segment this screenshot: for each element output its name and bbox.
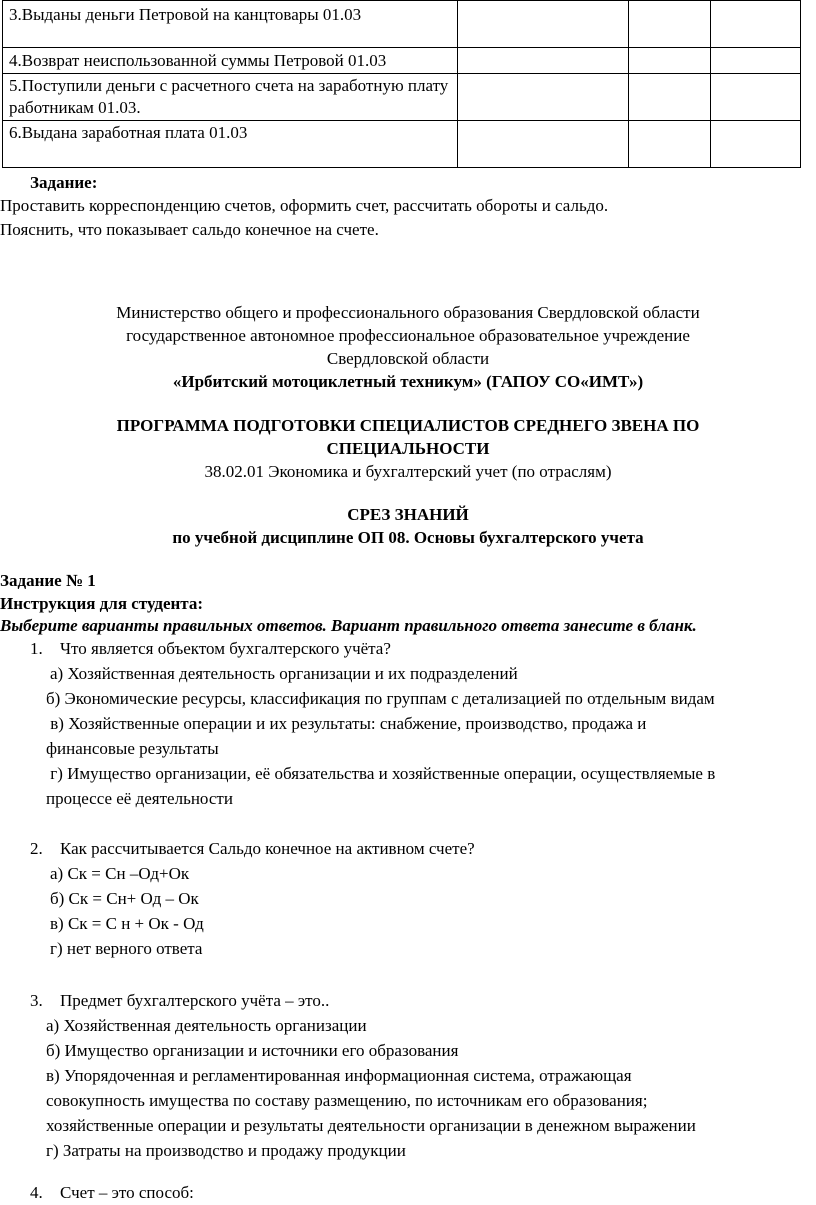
answer-option: в) Упорядоченная и регламентированная информационная система, отражающая	[46, 1066, 632, 1085]
answer-option: а) Хозяйственная деятельность организации	[46, 1016, 367, 1035]
answer-option-cont: хозяйственные операции и результаты деятельности организации в денежном выражении	[46, 1116, 696, 1135]
instruction-heading: Инструкция для студента:	[0, 594, 204, 613]
operations-table	[2, 0, 801, 168]
specialty: 38.02.01 Экономика и бухгалтерский учет (по отраслям)	[204, 462, 612, 481]
table-row	[3, 1, 801, 48]
program-title: СПЕЦИАЛЬНОСТИ	[326, 439, 490, 458]
table-cell	[629, 74, 711, 121]
task-text: Пояснить, что показывает сальдо конечное на счете.	[0, 220, 379, 239]
answer-option: в) Хозяйственные операции и их результаты: снабжение, производство, продажа и	[46, 714, 647, 733]
question-text: Предмет бухгалтерского учёта – это..	[60, 991, 330, 1010]
table-cell	[458, 1, 629, 48]
table-cell	[629, 48, 711, 74]
task-text: Проставить корреспонденцию счетов, оформить счет, рассчитать обороты и сальдо.	[0, 196, 609, 215]
question-text: Что является объектом бухгалтерского учёта?	[60, 639, 391, 658]
answer-option: г) Затраты на производство и продажу продукции	[46, 1141, 406, 1160]
table-cell	[711, 121, 801, 168]
table-cell-operation: 6.Выдана заработная плата 01.03	[3, 121, 458, 168]
answer-option: в) Ск = С н + Ок - Од	[50, 914, 204, 933]
answer-option: а) Ск = Сн –Од+Ок	[50, 864, 190, 883]
table-cell-operation: 4.Возврат неиспользованной суммы Петровой 01.03	[3, 48, 458, 74]
table-cell	[629, 1, 711, 48]
college-name: «Ирбитский мотоциклетный техникум» (ГАПОУ СО«ИМТ»)	[172, 372, 644, 391]
instruction-text: Выберите варианты правильных ответов. Вариант правильного ответа занесите в бланк.	[0, 616, 697, 635]
task-heading: Задание:	[30, 173, 98, 192]
answer-option: а) Хозяйственная деятельность организации и их подразделений	[50, 664, 518, 683]
question-text: Как рассчитывается Сальдо конечное на активном счете?	[60, 839, 475, 858]
region-name: Свердловской области	[326, 349, 490, 368]
ministry-name: Министерство общего и профессионального образования Свердловской области	[116, 303, 700, 322]
answer-option-cont: совокупность имущества по составу размещению, по источникам его образования;	[46, 1091, 648, 1110]
question-number: 4.	[30, 1183, 43, 1202]
answer-option: б) Ск = Сн+ Од – Ок	[50, 889, 199, 908]
table-cell	[711, 1, 801, 48]
discipline-title: по учебной дисциплине ОП 08. Основы бухгалтерского учета	[172, 528, 644, 547]
answer-option: г) нет верного ответа	[50, 939, 203, 958]
question-number: 1.	[30, 639, 43, 658]
institution-type: государственное автономное профессиональное образовательное учреждение	[126, 326, 690, 345]
table-cell	[458, 121, 629, 168]
answer-option: г) Имущество организации, её обязательства и хозяйственные операции, осуществляемые в	[46, 764, 716, 783]
question-text: Счет – это способ:	[60, 1183, 194, 1202]
answer-option: б) Имущество организации и источники его образования	[46, 1041, 459, 1060]
assignment-title: Задание № 1	[0, 571, 96, 590]
answer-option: б) Экономические ресурсы, классификация по группам с детализацией по отдельным видам	[46, 689, 715, 708]
test-title: СРЕЗ ЗНАНИЙ	[347, 505, 469, 524]
table-cell	[711, 74, 801, 121]
answer-option-cont: процессе её деятельности	[46, 789, 233, 808]
program-title: ПРОГРАММА ПОДГОТОВКИ СПЕЦИАЛИСТОВ СРЕДНЕГО ЗВЕНА ПО	[116, 416, 700, 435]
table-cell	[711, 48, 801, 74]
answer-option-cont: финансовые результаты	[46, 739, 219, 758]
question-number: 2.	[30, 839, 43, 858]
table-cell-operation: 3.Выданы деньги Петровой на канцтовары 01.03	[3, 1, 458, 48]
table-cell-operation: 5.Поступили деньги с расчетного счета на заработную плату работникам 01.03.	[3, 74, 458, 121]
table-cell	[629, 121, 711, 168]
table-row	[3, 74, 801, 121]
table-row	[3, 48, 801, 74]
table-row	[3, 121, 801, 168]
question-number: 3.	[30, 991, 43, 1010]
table-cell	[458, 74, 629, 121]
table-cell	[458, 48, 629, 74]
